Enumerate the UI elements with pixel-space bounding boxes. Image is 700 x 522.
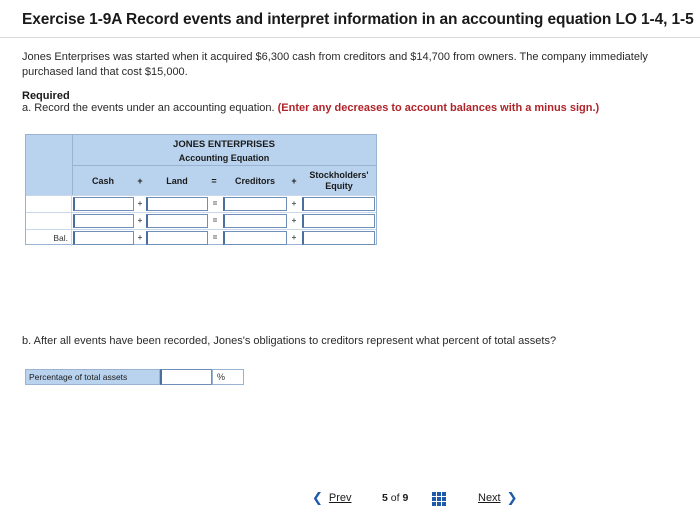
cash-input[interactable]	[73, 214, 134, 228]
plus-operator: +	[291, 216, 297, 225]
equity-input[interactable]	[302, 214, 375, 228]
grid-icon[interactable]	[432, 492, 446, 506]
row-label	[26, 213, 72, 229]
percentage-label: Percentage of total assets	[25, 369, 160, 385]
next-button[interactable]	[478, 491, 518, 504]
table-row	[26, 195, 376, 212]
part-a-emphasis: (Enter any decreases to account balances with a minus sign.)	[277, 102, 600, 114]
page-current: 5	[382, 492, 388, 504]
cash-input[interactable]	[73, 197, 134, 211]
land-input[interactable]	[146, 197, 208, 211]
row-label	[26, 196, 72, 212]
column-header-land: Land	[166, 176, 188, 186]
table-subtitle: Accounting Equation	[178, 153, 270, 163]
page-of: of	[390, 492, 400, 504]
balance-row	[26, 229, 376, 246]
creditors-input[interactable]	[223, 197, 287, 211]
plus-operator: +	[291, 176, 297, 186]
plus-operator: +	[291, 233, 297, 242]
equity-input[interactable]	[302, 197, 375, 211]
prev-button[interactable]	[312, 491, 352, 504]
column-header-creditors: Creditors	[234, 176, 275, 186]
company-name: JONES ENTERPRISES	[173, 139, 275, 150]
plus-operator: +	[137, 216, 143, 225]
cash-balance-input[interactable]	[73, 231, 134, 245]
question-navigation	[0, 476, 700, 522]
land-input[interactable]	[146, 214, 208, 228]
part-b-question: b. After all events have been recorded, Jones's obligations to creditors represent what percent of total assets?	[22, 335, 557, 347]
equity-balance-input[interactable]	[302, 231, 375, 245]
chevron-right-icon: ❯	[506, 490, 518, 505]
equals-operator: =	[212, 233, 218, 242]
exercise-title: Exercise 1-9A Record events and interpret information in an accounting equation LO 1-4, 1-5	[22, 11, 694, 28]
column-header-cash: Cash	[91, 176, 114, 186]
column-header-equity: Stockholders' Equity	[309, 170, 369, 191]
part-a-instructions	[22, 102, 599, 114]
plus-operator: +	[137, 199, 143, 208]
table-header	[26, 135, 376, 195]
next-label: Next	[478, 491, 501, 504]
required-heading: Required	[22, 90, 70, 102]
chevron-left-icon: ❮	[312, 490, 323, 505]
plus-operator: +	[137, 176, 143, 186]
page-indicator	[382, 492, 408, 504]
balance-row-label: Bal.	[26, 230, 72, 246]
percentage-input[interactable]	[160, 369, 212, 385]
plus-operator: +	[137, 233, 143, 242]
part-a-text: a. Record the events under an accounting equation.	[22, 102, 275, 114]
title-divider	[0, 37, 700, 38]
equals-operator: =	[212, 199, 218, 208]
prev-label: Prev	[328, 491, 352, 504]
percent-unit: %	[212, 369, 244, 385]
equals-operator: =	[212, 216, 218, 225]
page-total: 9	[402, 492, 409, 504]
plus-operator: +	[291, 199, 297, 208]
land-balance-input[interactable]	[146, 231, 208, 245]
creditors-input[interactable]	[223, 214, 287, 228]
accounting-equation-table	[25, 134, 377, 245]
creditors-balance-input[interactable]	[223, 231, 287, 245]
table-row	[26, 212, 376, 229]
problem-intro: Jones Enterprises was started when it acquired $6,300 cash from creditors and $14,700 from owners. The company immediately purchased land that cost $15,000.	[22, 51, 648, 78]
equals-operator: =	[211, 176, 217, 186]
